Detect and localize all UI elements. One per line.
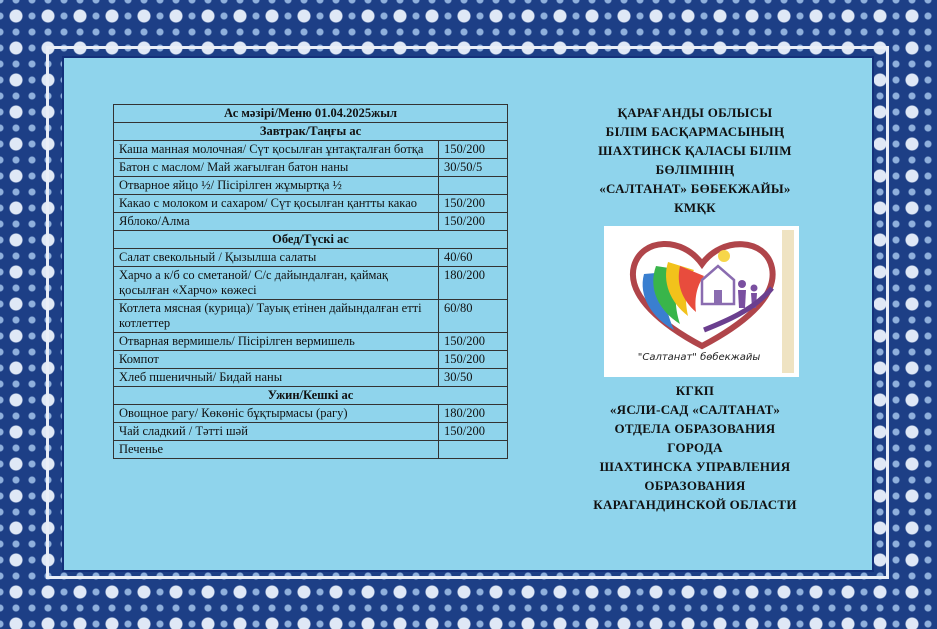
menu-item-row [114, 249, 508, 267]
menu-item-portion: 150/200 [439, 141, 508, 159]
menu-item-row [114, 441, 508, 459]
menu-item-name: Яблоко/Алма [114, 213, 439, 231]
child-head-icon [738, 280, 746, 288]
menu-item-row [114, 195, 508, 213]
org-footer-line: ОБРАЗОВАНИЯ [644, 478, 746, 493]
menu-item-name: Овощное рагу/ Көкөніс бұқтырмасы (рагу) [114, 405, 439, 423]
org-header-line: «САЛТАНАТ» БӨБЕКЖАЙЫ» [599, 181, 791, 196]
menu-item-name: Салат свекольный / Қызылша салаты [114, 249, 439, 267]
menu-item-portion [439, 177, 508, 195]
child-body-icon [738, 290, 746, 308]
org-header-line: КМҚК [674, 200, 716, 215]
logo-caption: "Салтанат" бөбекжайы [637, 352, 761, 363]
menu-section-row [114, 231, 508, 249]
menu-item-portion: 60/80 [439, 300, 508, 333]
menu-item-portion: 150/200 [439, 423, 508, 441]
org-header-line: ҚАРАҒАНДЫ ОБЛЫСЫ [617, 105, 773, 120]
org-footer-line: КГКП [675, 383, 715, 398]
menu-item-name: Печенье [114, 441, 439, 459]
menu-item-portion: 150/200 [439, 333, 508, 351]
menu-item-portion [439, 441, 508, 459]
menu-item-portion: 30/50/5 [439, 159, 508, 177]
menu-table [113, 104, 508, 459]
menu-item-portion: 180/200 [439, 405, 508, 423]
menu-item-row [114, 423, 508, 441]
menu-section-heading: Обед/Түскі ас [114, 231, 508, 249]
org-header-line: ШАХТИНСК ҚАЛАСЫ БІЛІМ [598, 143, 792, 158]
menu-item-name: Отварная вермишель/ Пісірілген вермишель [114, 333, 439, 351]
menu-item-name: Какао с молоком и сахаром/ Сүт қосылған қантты какао [114, 195, 439, 213]
menu-item-name: Компот [114, 351, 439, 369]
menu-section-row [114, 123, 508, 141]
menu-item-portion: 30/50 [439, 369, 508, 387]
menu-item-row [114, 333, 508, 351]
menu-item-name: Хлеб пшеничный/ Бидай наны [114, 369, 439, 387]
menu-item-row [114, 267, 508, 300]
org-footer-line: ШАХТИНСКА УПРАВЛЕНИЯ [599, 459, 791, 474]
menu-item-row [114, 405, 508, 423]
org-footer-line: ГОРОДА [667, 440, 723, 455]
menu-item-name: Чай сладкий / Тәтті шәй [114, 423, 439, 441]
menu-section-heading: Завтрак/Таңғы ас [114, 123, 508, 141]
menu-section-row [114, 387, 508, 405]
menu-title: Ас мәзірі/Меню 01.04.2025жыл [114, 105, 508, 123]
menu-item-portion: 150/200 [439, 351, 508, 369]
menu-body [114, 123, 508, 459]
menu-item-row [114, 369, 508, 387]
child-head-icon [751, 285, 758, 292]
menu-item-row [114, 351, 508, 369]
org-header-line: БІЛІМ БАСҚАРМАСЫНЫҢ [605, 124, 785, 139]
menu-item-row [114, 159, 508, 177]
ornament-strip-icon [782, 230, 794, 373]
menu-item-row [114, 141, 508, 159]
menu-item-row [114, 177, 508, 195]
sun-icon [718, 250, 730, 262]
menu-item-name: Котлета мясная (курица)/ Тауық етінен дайындалған етті котлеттер [114, 300, 439, 333]
org-footer-line: ОТДЕЛА ОБРАЗОВАНИЯ [614, 421, 776, 436]
organization-header-ru [560, 381, 830, 514]
menu-item-row [114, 213, 508, 231]
menu-item-name: Отварное яйцо ½/ Пісірілген жұмыртқа ½ [114, 177, 439, 195]
kindergarten-logo [604, 226, 799, 377]
org-footer-line: «ЯСЛИ-САД «САЛТАНАТ» [609, 402, 781, 417]
menu-item-portion: 150/200 [439, 213, 508, 231]
menu-item-row [114, 300, 508, 333]
organization-header-kk [560, 103, 830, 217]
org-footer-line: КАРАГАНДИНСКОЙ ОБЛАСТИ [593, 497, 797, 512]
menu-item-name: Каша манная молочная/ Сүт қосылған ұнтақталған ботқа [114, 141, 439, 159]
org-header-line: БӨЛІМІНІҢ [655, 162, 735, 177]
menu-section-heading: Ужин/Кешкі ас [114, 387, 508, 405]
menu-item-name: Харчо а к/б со сметаной/ С/с дайындалған, қаймақ қосылған «Харчо» көжесі [114, 267, 439, 300]
menu-item-portion: 150/200 [439, 195, 508, 213]
menu-item-portion: 180/200 [439, 267, 508, 300]
menu-item-portion: 40/60 [439, 249, 508, 267]
door-icon [714, 290, 722, 304]
menu-item-name: Батон с маслом/ Май жағылған батон наны [114, 159, 439, 177]
